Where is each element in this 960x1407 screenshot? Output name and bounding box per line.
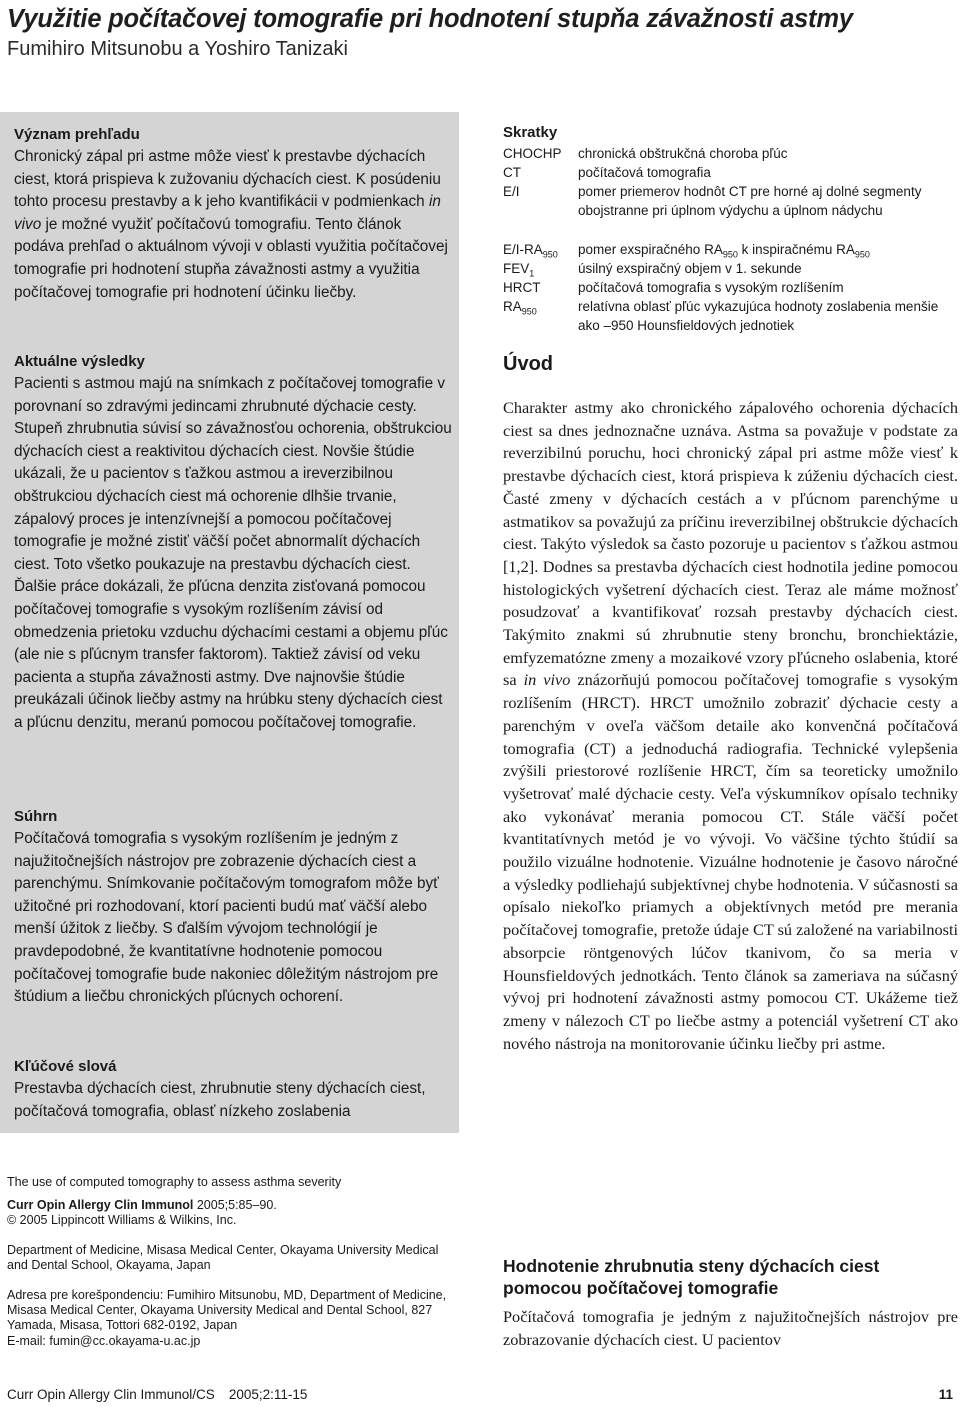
- abbreviation-term-text: RA: [503, 299, 522, 314]
- abbreviation-definition: pomer priemerov hodnôt CT pre horné aj dolné segmenty obojstranne pri úplnom výdychu a úplnom nádychu: [578, 184, 922, 218]
- abstract-purpose-text-italic: in vivo: [14, 193, 441, 233]
- abbreviation-definition: počítačová tomografia s vysokým rozlíšením: [578, 280, 844, 295]
- intro-text-part: znázorňujú pomocou počítačovej tomografie s vysokým rozlíšením (HRCT). HRCT umožnilo zobraziť dýchacie cesty a parenchým v oveľa väčšom detaile ako konvenčná počítačová tomografia (CT) a jednoduchá radiografia. Technické vylepšenia zvýšili priestorové rozlíšenie HRCT, čím sa teoreticky umožnilo vyšetrovať malé dýchacie cesty. Veľa výskumníkov opísalo techniky ako vykonávať merania pomocou CT. Stále väčší počet kvantitatívnych metód je vo vývoji. Vo väčšine týchto štúdií sa použilo vizuálne hodnotenie. Vizuálne hodnotenie je časovo náročné a výsledky podliehajú subjektívnej chybe hodnotenia. V súčasnosti sa opísalo niekoľko priamych a objektívnych metód pre merania počítačovej tomografie, pretože údaje CT sú založené na variabilnosti absorpcie röntgenových lúčov tkanivom, čo sa meria v Hounsfieldových jednotkách. Tento článok sa zameriava na súčasný vývoj pri hodnotení závažnosti astmy pomocou CT. Ukážeme tiež zmeny v nálezoch CT po liečbe astmy a potenciál vyšetrení CT ako nového nástroja na monitorovanie účinku liečby pri astme.: [503, 670, 958, 1053]
- abstract-findings-text: Pacienti s astmou majú na snímkach z počítačovej tomografie v porovnaní so zdravými jedincami zhrubnuté dýchacie cesty. Stupeň zhrubnutia súvisí so závažnosťou ochorenia, obštrukciou dýchacích ciest a reaktivitou dýchacích ciest. Novšie štúdie ukázali, že u pacientov s ťažkou astmou a ireverzibilnou obštrukciou dýchacích ciest má ochorenie dlhšie trvanie, zápalový proces je intenzívnejší a pomocou počítačovej tomografie je možné zistiť väčší počet abnormalít dýchacích ciest. Toto všetko poukazuje na prestavbu dýchacích ciest. Ďalšie práce dokázali, že pľúcna denzita zisťovaná pomocou počítačovej tomografie s vysokým rozlíšením závisí od obmedzenia prietoku vzduchu dýchacími cestami a objemu pľúc (ale nie s pľúcnym transfer faktorom). Taktiež závisí od veku pacienta a stupňa závažnosti astmy. Dve najnovšie štúdie preukázali účinok liečby astmy na hrúbku steny dýchacích ciest a pľúcnu denzitu, meranú pomocou počítačovej tomografie.: [14, 375, 452, 731]
- footer-journal: Curr Opin Allergy Clin Immunol/CS: [7, 1387, 215, 1402]
- intro-heading: Úvod: [503, 353, 553, 375]
- abstract-keywords-heading: Kľúčové slová: [14, 1058, 117, 1075]
- abbreviation-definition: chronická obštrukčná choroba pľúc: [578, 146, 788, 161]
- abstract-summary-heading: Súhrn: [14, 808, 58, 825]
- page-footer: [7, 1387, 307, 1403]
- article-title: Využitie počítačovej tomografie pri hodnotení stupňa závažnosti astmy: [7, 5, 853, 33]
- abbreviation-term: CT: [503, 165, 521, 180]
- abstract-purpose-text-part: Chronický zápal pri astme môže viesť k prestavbe dýchacích ciest, ktorá prispieva k zužovaniu dýchacích ciest. K posúdeniu tohto procesu prestavby a k jeho kvantifikácii v podmienkach: [14, 148, 441, 211]
- section2-heading: Hodnotenie zhrubnutia steny dýchacích ciest pomocou počítačovej tomografie: [503, 1256, 880, 1298]
- intro-text: [503, 397, 958, 1055]
- abstract-purpose-text: [14, 146, 454, 304]
- abbreviation-term-text: E/I-RA: [503, 242, 543, 257]
- department: Department of Medicine, Misasa Medical Center, Okayama University Medical and Dental School, Okayama, Japan: [7, 1243, 439, 1273]
- abbreviation-term-subscript: 1: [529, 268, 535, 279]
- footer-year: 2005;2:11-15: [228, 1387, 308, 1402]
- abbreviation-definition: úsilný exspiračný objem v 1. sekunde: [578, 261, 802, 276]
- correspondence-address: Adresa pre korešpondenciu: Fumihiro Mitsunobu, MD, Department of Medicine, Misasa Medical Center, Okayama University Medical and Dental School, 827 Yamada, Misasa, Tottori 682-0192, Japan: [7, 1288, 447, 1333]
- citation: [7, 1198, 457, 1228]
- abstract-purpose: [14, 124, 454, 304]
- abbreviation-term-text: FEV: [503, 261, 530, 276]
- citation-journal: Curr Opin Allergy Clin Immunol: [7, 1198, 194, 1212]
- abbreviation-term-subscript: 950: [521, 306, 537, 317]
- article-authors: Fumihiro Mitsunobu a Yoshiro Tanizaki: [7, 38, 348, 60]
- abbreviation-def-subscript: 950: [722, 249, 738, 260]
- abstract-keywords-text: Prestavba dýchacích ciest, zhrubnutie steny dýchacích ciest, počítačová tomografia, oblasť nízkeho zoslabenia: [14, 1080, 426, 1120]
- abstract-keywords: [14, 1056, 454, 1123]
- correspondence: [7, 1288, 457, 1349]
- abstract-summary: [14, 806, 454, 1009]
- abbreviation-def-subscript: 950: [854, 249, 870, 260]
- abbreviation-definition: relatívna oblasť pľúc vykazujúca hodnoty zoslabenia menšie ako –950 Hounsfieldových jednotiek: [578, 299, 939, 333]
- correspondence-email: E-mail: fumin@cc.okayama-u.ac.jp: [7, 1333, 201, 1348]
- abbreviations-heading: Skratky: [503, 124, 558, 141]
- abbreviation-term: E/I: [503, 184, 520, 199]
- abstract-findings: [14, 351, 454, 735]
- abbreviation-def-part: k inspiračnému RA: [737, 242, 855, 257]
- abbreviation-term-subscript: 950: [542, 249, 558, 260]
- intro-text-italic: in vivo: [523, 670, 571, 690]
- citation-detail: 2005;5:85–90.: [193, 1198, 277, 1212]
- abbreviation-term: [503, 297, 573, 322]
- page-number: 11: [938, 1387, 953, 1402]
- original-title: The use of computed tomography to assess asthma severity: [7, 1175, 342, 1189]
- abbreviation-term: CHOCHP: [503, 146, 562, 161]
- abstract-purpose-text-part: je možné využiť počítačovú tomografiu. Tento článok podáva prehľad o aktuálnom vývoji v oblasti využitia počítačovej tomografie pri hodnotení stupňa závažnosti astmy a využitia počítačovej tomografie pri hodnotení účinku liečby.: [14, 215, 448, 301]
- abbreviation-term: HRCT: [503, 280, 541, 295]
- abstract-summary-text: Počítačová tomografia s vysokým rozlíšením je jedným z najužitočnejších nástrojov pre zobrazenie dýchacích ciest a parenchýmu. Snímkovanie počítačovým tomografom môže byť užitočné pri rozhodovaní, ktorí pacienti budú mať väčší alebo menší úžitok z liečby. S ďalším vývojom technológií je pravdepodobné, že kvantitatívne hodnotenie pomocou počítačovej tomografie bude nakoniec dôležitým nástrojom pre štúdium a liečbu chronických pľúcnych ochorení.: [14, 830, 439, 1006]
- abbreviation-def-part: pomer exspiračného RA: [578, 242, 723, 257]
- section2-text: Počítačová tomografia je jedným z najužitočnejších nástrojov pre zobrazovanie dýchacích ciest. U pacientov: [503, 1307, 958, 1349]
- copyright: © 2005 Lippincott Williams & Wilkins, Inc.: [7, 1213, 237, 1228]
- intro-text-part: Charakter astmy ako chronického zápalového ochorenia dýchacích ciest sa dnes jednoznačne uznáva. Astma sa považuje v podstate za reverzibilnú poruchu, hoci chronický zápal pri astme môže viesť k prestavbe dýchacích ciest, ktorá prispieva k zúženiu dýchacích ciest. Časté zmeny v dýchacích cestách a v pľúcnom parenchýme u astmatikov sa považujú za príčinu ireverzibilnej obštrukcie dýchacích ciest. Takýto výsledok sa často pozoruje u pacientov s ťažkou astmou [1,2]. Dodnes sa prestavba dýchacích ciest hodnotila jedine pomocou histologických vyšetrení dýchacích ciest. Teraz ale máme možnosť posudzovať a kvantifikovať rozsah prestavby dýchacích ciest. Takýmito znakmi sú zhrubnutie steny bronchu, bronchiektázie, emfyzematózne zmeny a mozaikové vzory pľúcneho oslabenia, ktoré sa: [503, 398, 958, 690]
- abstract-purpose-heading: Význam prehľadu: [14, 126, 140, 143]
- abstract-findings-heading: Aktuálne výsledky: [14, 353, 145, 370]
- abbreviation-definition: počítačová tomografia: [578, 165, 711, 180]
